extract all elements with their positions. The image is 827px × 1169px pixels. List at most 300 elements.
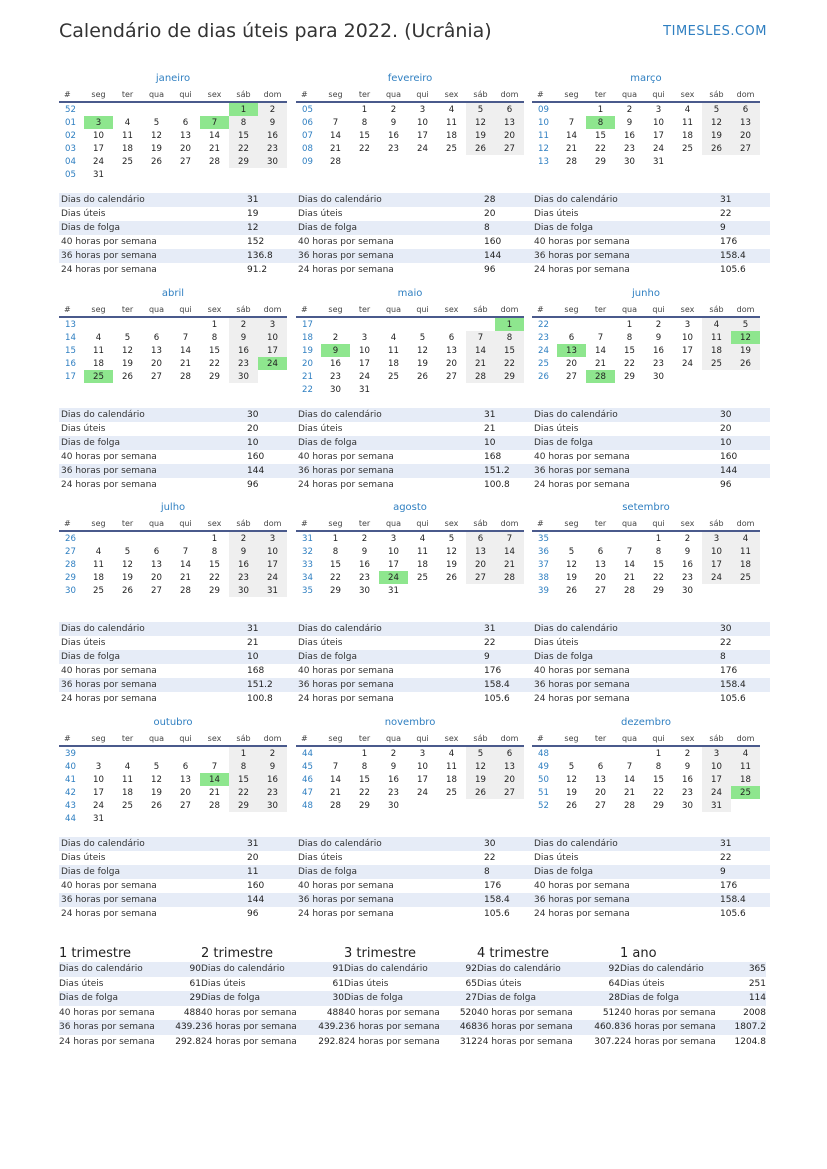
stat-value: 30: [720, 624, 732, 634]
summary-row: [620, 962, 766, 977]
day-cell: [495, 383, 524, 396]
weekday-header: #: [59, 517, 84, 531]
day-cell: 1: [361, 748, 368, 759]
stat-label: 36 horas por semana: [61, 680, 157, 690]
week-row: [296, 344, 524, 357]
summary-value: 92: [608, 964, 620, 974]
day-cell: 29: [653, 800, 664, 811]
stat-label: 36 horas por semana: [61, 895, 157, 905]
day-cell: 19: [446, 559, 457, 570]
week-row: [296, 317, 524, 331]
weekday-header: ter: [350, 732, 379, 746]
stat-row: [532, 436, 770, 450]
summary-label: 36 horas por semana: [344, 1022, 440, 1032]
weekday-header: dom: [495, 303, 524, 317]
week-number: 23: [538, 332, 549, 343]
day-cell: 12: [702, 116, 731, 129]
day-cell: 1: [626, 319, 633, 330]
stat-label: 24 horas por semana: [61, 694, 157, 704]
day-cell: 23: [330, 371, 341, 382]
day-cell: 15: [595, 130, 606, 141]
weekday-header: #: [59, 732, 84, 746]
stat-label: Dias de folga: [534, 652, 594, 662]
week-number: 17: [65, 371, 76, 382]
weekday-header: sex: [200, 517, 229, 531]
day-cell: 6: [153, 546, 160, 557]
day-cell: 11: [731, 760, 760, 773]
summary-value: 61: [189, 978, 201, 989]
summary-label: Dias de folga: [59, 993, 119, 1003]
stat-row: [59, 263, 297, 277]
day-cell: [731, 584, 760, 597]
summary-value: 307.2: [594, 1036, 620, 1047]
summary-value: 61: [332, 978, 344, 989]
day-cell: [142, 168, 171, 181]
weekday-header: seg: [557, 88, 586, 102]
weekday-header: qua: [379, 732, 408, 746]
day-cell: 8: [229, 760, 258, 773]
day-cell: 13: [180, 774, 191, 785]
week-row: [59, 129, 287, 142]
day-cell: 9: [361, 546, 368, 557]
day-cell: 24: [93, 800, 104, 811]
week-number: 35: [302, 585, 313, 596]
month-name: fevereiro: [387, 73, 433, 84]
week-number: 22: [302, 384, 313, 395]
day-cell: 9: [321, 344, 350, 357]
stat-value: 31: [720, 839, 732, 849]
week-row: [532, 558, 760, 571]
day-cell: 13: [595, 774, 606, 785]
stat-row: [296, 837, 534, 851]
day-cell: 5: [124, 546, 131, 557]
day-cell: [113, 102, 142, 116]
week-number: 42: [65, 787, 76, 798]
day-cell: [586, 746, 615, 760]
stat-value: 20: [484, 209, 496, 219]
week-row: [532, 773, 760, 786]
day-cell: 3: [390, 533, 397, 544]
week-number: 02: [65, 130, 76, 141]
weekday-header: sex: [673, 88, 702, 102]
day-cell: [200, 812, 229, 825]
week-row: [296, 786, 524, 799]
month-stats: [532, 622, 770, 706]
day-cell: 27: [731, 142, 760, 155]
day-cell: 3: [361, 332, 368, 343]
weekday-header: sex: [437, 88, 466, 102]
day-cell: 27: [180, 156, 191, 167]
day-cell: [437, 155, 466, 168]
day-cell: 18: [446, 130, 457, 141]
summary-label: Dias do calendário: [477, 964, 561, 974]
weekday-header: seg: [84, 303, 113, 317]
day-cell: 18: [122, 787, 133, 798]
stat-label: Dias do calendário: [534, 410, 618, 420]
week-row: [296, 584, 524, 597]
day-cell: 11: [93, 345, 104, 356]
summary-row: [201, 962, 344, 977]
weekday-header: ter: [113, 732, 142, 746]
day-cell: 25: [731, 786, 760, 799]
stat-label: 40 horas por semana: [534, 452, 630, 462]
stat-label: 36 horas por semana: [61, 466, 157, 476]
week-row: [296, 155, 524, 168]
day-cell: 27: [151, 585, 162, 596]
week-row: [59, 558, 287, 571]
weekday-header: sáb: [229, 517, 258, 531]
day-cell: 1: [211, 319, 218, 330]
stat-row: [59, 879, 297, 893]
day-cell: 16: [229, 558, 258, 571]
day-cell: 4: [731, 746, 760, 760]
day-cell: 26: [702, 142, 731, 155]
day-cell: 8: [495, 331, 524, 344]
week-row: [59, 584, 287, 597]
day-cell: 5: [419, 332, 426, 343]
day-cell: 14: [624, 774, 635, 785]
day-cell: 6: [731, 102, 760, 116]
summary-label: 36 horas por semana: [201, 1022, 297, 1032]
week-number: 09: [538, 104, 549, 115]
day-cell: 16: [388, 130, 399, 141]
day-cell: 7: [597, 332, 604, 343]
day-cell: 9: [229, 331, 258, 344]
day-cell: 3: [655, 104, 662, 115]
brand-logo-text[interactable]: TIMESLES.COM: [663, 24, 767, 39]
summary-value: 2008: [743, 1007, 766, 1018]
summary-label: Dias de folga: [201, 993, 261, 1003]
day-cell: [84, 102, 113, 116]
summary-title: 1 trimestre: [59, 946, 132, 961]
day-cell: 29: [229, 155, 258, 168]
stat-label: 36 horas por semana: [298, 466, 394, 476]
summary-label: Dias de folga: [477, 993, 537, 1003]
week-number: 34: [302, 572, 313, 583]
stat-value: 8: [484, 867, 490, 877]
day-cell: [229, 812, 258, 825]
day-cell: 18: [122, 143, 133, 154]
day-cell: 18: [93, 358, 104, 369]
day-cell: 11: [93, 559, 104, 570]
day-cell: 6: [182, 761, 189, 772]
day-cell: 16: [682, 559, 693, 570]
week-number: 41: [65, 774, 76, 785]
stat-label: 24 horas por semana: [61, 909, 157, 919]
day-cell: 29: [359, 800, 370, 811]
day-cell: [84, 746, 113, 760]
day-cell: 30: [682, 800, 693, 811]
day-cell: 19: [466, 773, 495, 786]
weekday-header: seg: [84, 88, 113, 102]
weekday-header: #: [59, 88, 84, 102]
week-number: 20: [302, 358, 313, 369]
stat-label: Dias de folga: [534, 223, 594, 233]
weekday-header: #: [532, 303, 557, 317]
day-cell: 4: [419, 533, 426, 544]
day-cell: [113, 317, 142, 331]
day-cell: [84, 531, 113, 545]
day-cell: 4: [731, 531, 760, 545]
summary-value: 114: [748, 993, 766, 1003]
day-cell: [408, 317, 437, 331]
week-number: 47: [302, 787, 313, 798]
day-cell: 2: [390, 748, 397, 759]
day-cell: 16: [388, 774, 399, 785]
stat-value: 168: [247, 666, 265, 676]
weekday-header: ter: [113, 517, 142, 531]
summary-row: [477, 1035, 620, 1050]
stat-row: [296, 408, 534, 422]
stat-row: [532, 221, 770, 235]
week-row: [532, 129, 760, 142]
week-number: 26: [538, 371, 549, 382]
day-cell: 21: [209, 143, 220, 154]
weekday-header: sáb: [229, 88, 258, 102]
month-abril: [59, 287, 287, 383]
day-cell: 15: [229, 129, 258, 142]
day-cell: 28: [624, 585, 635, 596]
summary-label: Dias de folga: [620, 993, 680, 1003]
day-cell: 2: [684, 533, 691, 544]
day-cell: [437, 584, 466, 597]
stat-label: 24 horas por semana: [534, 480, 630, 490]
stat-value: 100.8: [247, 694, 273, 704]
day-cell: 12: [151, 130, 162, 141]
week-number: 28: [65, 559, 76, 570]
week-row: [59, 142, 287, 155]
summary-value: 64: [608, 978, 620, 989]
day-cell: 16: [682, 774, 693, 785]
day-cell: 12: [417, 345, 428, 356]
stat-value: 9: [720, 223, 726, 233]
day-cell: 15: [359, 774, 370, 785]
stat-label: 36 horas por semana: [534, 251, 630, 261]
stat-value: 160: [484, 237, 502, 247]
month-maio: [296, 287, 524, 396]
stat-label: Dias de folga: [298, 438, 358, 448]
stat-value: 10: [720, 438, 732, 448]
day-cell: 30: [258, 155, 287, 168]
weekday-header: qui: [644, 517, 673, 531]
day-cell: 7: [332, 761, 339, 772]
summary-row: [344, 1006, 477, 1021]
weekday-header: sáb: [702, 517, 731, 531]
stat-label: Dias úteis: [61, 424, 106, 434]
day-cell: 23: [229, 357, 258, 370]
month-calendar-table: [59, 517, 287, 597]
week-number: 30: [65, 585, 76, 596]
stat-value: 96: [247, 480, 259, 490]
day-cell: [466, 383, 495, 396]
day-cell: 24: [702, 571, 731, 584]
summary-row: [59, 962, 201, 977]
week-row: [296, 773, 524, 786]
summary-row: [620, 1006, 766, 1021]
summary-value: 520: [459, 1007, 477, 1018]
weekday-header: sex: [673, 732, 702, 746]
weekday-header: dom: [495, 732, 524, 746]
day-cell: 30: [229, 584, 258, 597]
day-cell: 6: [153, 332, 160, 343]
week-row: [296, 760, 524, 773]
stat-value: 158.4: [484, 895, 510, 905]
stat-row: [296, 235, 534, 249]
day-cell: 2: [258, 746, 287, 760]
weekday-header: sex: [437, 517, 466, 531]
day-cell: 21: [209, 787, 220, 798]
day-cell: 26: [466, 786, 495, 799]
week-number: 48: [302, 800, 313, 811]
stat-row: [532, 193, 770, 207]
day-cell: [673, 370, 702, 383]
stat-row: [59, 450, 297, 464]
week-number: 25: [538, 358, 549, 369]
day-cell: 18: [417, 559, 428, 570]
weekday-header: seg: [321, 732, 350, 746]
day-cell: 13: [180, 130, 191, 141]
day-cell: 22: [229, 142, 258, 155]
day-cell: [437, 383, 466, 396]
day-cell: 3: [84, 116, 113, 129]
day-cell: 23: [388, 787, 399, 798]
day-cell: 23: [624, 143, 635, 154]
stat-value: 30: [484, 839, 496, 849]
stat-value: 20: [720, 424, 732, 434]
stat-label: Dias do calendário: [298, 410, 382, 420]
day-cell: 7: [182, 546, 189, 557]
stat-value: 168: [484, 452, 502, 462]
weekday-header: qui: [644, 88, 673, 102]
weekday-header: #: [296, 88, 321, 102]
week-row: [532, 786, 760, 799]
day-cell: 2: [258, 102, 287, 116]
summary-value: 292.8: [318, 1036, 344, 1047]
stat-label: 24 horas por semana: [534, 694, 630, 704]
day-cell: 26: [151, 156, 162, 167]
summary-row: [201, 1006, 344, 1021]
day-cell: 21: [330, 787, 341, 798]
summary-value: 91: [332, 964, 344, 974]
day-cell: [495, 799, 524, 812]
stat-value: 22: [484, 638, 496, 648]
day-cell: 18: [682, 130, 693, 141]
stat-label: Dias do calendário: [298, 624, 382, 634]
day-cell: 12: [466, 760, 495, 773]
stat-value: 96: [247, 909, 259, 919]
day-cell: 4: [124, 761, 131, 772]
day-cell: 8: [361, 117, 368, 128]
week-row: [296, 129, 524, 142]
weekday-header: ter: [113, 88, 142, 102]
day-cell: 6: [466, 531, 495, 545]
summary-label: 36 horas por semana: [620, 1022, 716, 1032]
stat-row: [59, 907, 297, 921]
stat-label: 36 horas por semana: [534, 680, 630, 690]
day-cell: 22: [359, 787, 370, 798]
day-cell: [466, 584, 495, 597]
day-cell: 16: [653, 345, 664, 356]
week-number: 29: [65, 572, 76, 583]
stat-label: 24 horas por semana: [61, 480, 157, 490]
day-cell: [379, 317, 408, 331]
stat-row: [59, 678, 297, 692]
stat-value: 105.6: [720, 265, 746, 275]
day-cell: 20: [151, 358, 162, 369]
stat-row: [296, 678, 534, 692]
month-name: outubro: [153, 717, 193, 728]
weekday-header: qua: [142, 732, 171, 746]
day-cell: 22: [359, 143, 370, 154]
stat-row: [296, 650, 534, 664]
day-cell: 11: [702, 331, 731, 344]
day-cell: 27: [595, 585, 606, 596]
weekday-header: sáb: [229, 732, 258, 746]
stat-value: 136.8: [247, 251, 273, 261]
month-stats: [532, 837, 770, 921]
month-name: julho: [160, 502, 186, 513]
week-row: [296, 746, 524, 760]
summary-block: [201, 945, 344, 1049]
stat-value: 12: [247, 223, 259, 233]
day-cell: [557, 317, 586, 331]
month-junho: [532, 287, 760, 383]
stat-label: Dias úteis: [298, 853, 343, 863]
day-cell: 8: [361, 761, 368, 772]
day-cell: 27: [595, 800, 606, 811]
day-cell: 2: [390, 104, 397, 115]
week-number: 49: [538, 761, 549, 772]
day-cell: 23: [258, 786, 287, 799]
day-cell: 23: [388, 143, 399, 154]
day-cell: 9: [390, 761, 397, 772]
month-stats: [59, 837, 297, 921]
month-calendar-table: [296, 517, 524, 597]
stat-row: [296, 221, 534, 235]
day-cell: [171, 531, 200, 545]
stat-value: 144: [247, 895, 265, 905]
stat-label: 40 horas por semana: [61, 452, 157, 462]
day-cell: 8: [211, 546, 218, 557]
month-março: [532, 72, 760, 168]
day-cell: [142, 746, 171, 760]
stat-label: 36 horas por semana: [534, 466, 630, 476]
stat-label: Dias de folga: [61, 223, 121, 233]
stat-row: [532, 692, 770, 706]
weekday-header: dom: [731, 732, 760, 746]
weekday-header: dom: [495, 88, 524, 102]
weekday-header: sex: [437, 732, 466, 746]
day-cell: [113, 531, 142, 545]
day-cell: 29: [229, 799, 258, 812]
day-cell: 21: [595, 358, 606, 369]
day-cell: 24: [379, 571, 408, 584]
day-cell: 3: [684, 319, 691, 330]
stat-label: 40 horas por semana: [298, 237, 394, 247]
summary-row: [620, 991, 766, 1006]
summary-label: 24 horas por semana: [59, 1036, 155, 1047]
weekday-header: sex: [673, 303, 702, 317]
summary-row: [344, 962, 477, 977]
weekday-header: qua: [379, 88, 408, 102]
day-cell: 31: [388, 585, 399, 596]
day-cell: 4: [448, 748, 455, 759]
month-name: agosto: [393, 502, 427, 513]
day-cell: 4: [390, 332, 397, 343]
day-cell: 23: [229, 571, 258, 584]
day-cell: 10: [93, 130, 104, 141]
day-cell: 19: [566, 787, 577, 798]
